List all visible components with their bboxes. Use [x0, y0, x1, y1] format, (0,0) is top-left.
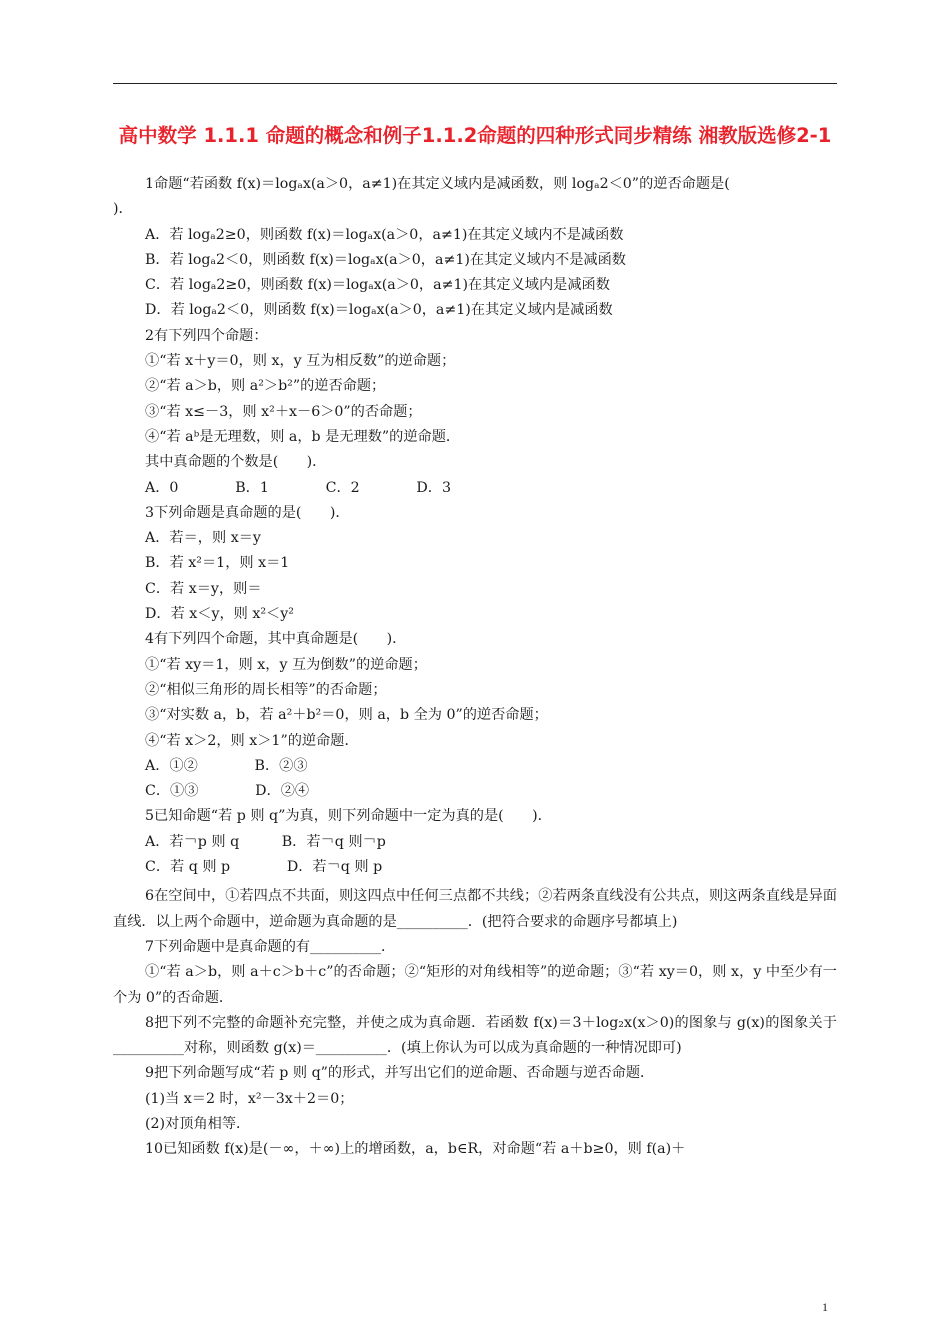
q1-option-c: C．若 logₐ2≥0，则函数 f(x)＝logₐx(a＞0，a≠1)在其定义域内是减函数 — [145, 277, 610, 294]
question-5-stem: 5已知命题“若 p 则 q”为真，则下列命题中一定为真的是( )． — [145, 808, 552, 825]
q2-item-2: ②“若 a＞b，则 a²＞b²”的逆否命题； — [145, 378, 386, 395]
question-1-stem: 1命题“若函数 f(x)＝logₐx(a＞0，a≠1)在其定义域内是减函数，则 logₐ2＜0”的逆否命题是( — [145, 176, 730, 192]
q4-item-1: ①“若 xy＝1，则 x，y 互为倒数”的逆命题； — [145, 656, 427, 673]
q2-item-4: ④“若 aᵇ是无理数，则 a，b 是无理数”的逆命题． — [145, 428, 461, 445]
q4-options-cd: C．①③ D．②④ — [145, 783, 310, 800]
q2-options: A．0 B．1 C．2 D．3 — [145, 479, 452, 496]
question-7-stem: 7下列命题中是真命题的有__________． — [145, 938, 396, 955]
q5-options-cd: C．若 q 则 p D．若￢q 则 p — [145, 859, 383, 876]
question-1-stem-cont: )． — [113, 201, 133, 218]
q2-prompt: 其中真命题的个数是( )． — [145, 454, 327, 471]
q2-item-3: ③“若 x≤－3，则 x²＋x－6＞0”的否命题； — [145, 403, 422, 420]
q3-option-d: D．若 x＜y，则 x²＜y² — [145, 606, 294, 623]
q2-item-1: ①“若 x＋y＝0，则 x，y 互为相反数”的逆命题； — [145, 353, 456, 370]
question-9-stem: 9把下列命题写成“若 p 则 q”的形式，并写出它们的逆命题、否命题与逆否命题． — [145, 1065, 655, 1082]
q5-options-ab: A．若￢p 则 q B．若￢q 则￢p — [145, 833, 386, 850]
q3-option-a: A．若＝，则 x＝y — [145, 530, 261, 547]
question-8: 8把下列不完整的命题补充完整，并使之成为真命题．若函数 f(x)＝3＋log₂x(x＞0)的图象与 g(x)的图象关于__________对称，则函数 g(x)＝__________．(填上你认为可以成为真命题的一种情况即可) — [113, 1014, 837, 1057]
question-10-stem: 10已知函数 f(x)是(－∞，＋∞)上的增函数，a，b∈R，对命题“若 a＋b≥0，则 f(a)＋ — [145, 1141, 686, 1158]
question-7-items: ①“若 a＞b，则 a＋c＞b＋c”的否命题；②“矩形的对角线相等”的逆命题；③“若 xy＝0，则 x，y 中至少有一个为 0”的否命题． — [113, 964, 837, 1006]
document-title: 高中数学 1.1.1 命题的概念和例子1.1.2命题的四种形式同步精练 湘教版选修2-1 — [118, 124, 832, 147]
q4-item-4: ④“若 x＞2，则 x＞1”的逆命题． — [145, 732, 359, 749]
q3-option-b: B．若 x²＝1，则 x＝1 — [145, 555, 290, 572]
q4-item-3: ③“对实数 a，b，若 a²＋b²＝0，则 a，b 全为 0”的逆否命题； — [145, 707, 548, 724]
q4-options-ab: A．①② B．②③ — [145, 757, 308, 774]
question-4-stem: 4有下列四个命题，其中真命题是( )． — [145, 631, 407, 648]
q9-item-1: (1)当 x＝2 时，x²－3x＋2＝0； — [145, 1090, 354, 1107]
q3-option-c: C．若 x＝y，则＝ — [145, 580, 262, 597]
page-number: 1 — [822, 1300, 828, 1314]
q9-item-2: (2)对顶角相等． — [145, 1115, 251, 1132]
header-rule — [113, 83, 837, 84]
q1-option-a: A．若 logₐ2≥0，则函数 f(x)＝logₐx(a＞0，a≠1)在其定义域内不是减函数 — [145, 226, 624, 243]
question-3-stem: 3下列命题是真命题的是( )． — [145, 504, 350, 521]
q1-option-b: B．若 logₐ2＜0，则函数 f(x)＝logₐx(a＞0，a≠1)在其定义域内不是减函数 — [145, 251, 626, 268]
q4-item-2: ②“相似三角形的周长相等”的否命题； — [145, 681, 387, 698]
question-2-stem: 2有下列四个命题： — [145, 327, 268, 344]
question-6: 6在空间中，①若四点不共面，则这四点中任何三点都不共线；②若两条直线没有公共点，则这两条直线是异面直线．以上两个命题中，逆命题为真命题的是__________．(把符合要求的命题序号都填上) — [113, 888, 837, 930]
document-body — [113, 172, 837, 1163]
q1-option-d: D．若 logₐ2＜0，则函数 f(x)＝logₐx(a＞0，a≠1)在其定义域内是减函数 — [145, 302, 613, 319]
